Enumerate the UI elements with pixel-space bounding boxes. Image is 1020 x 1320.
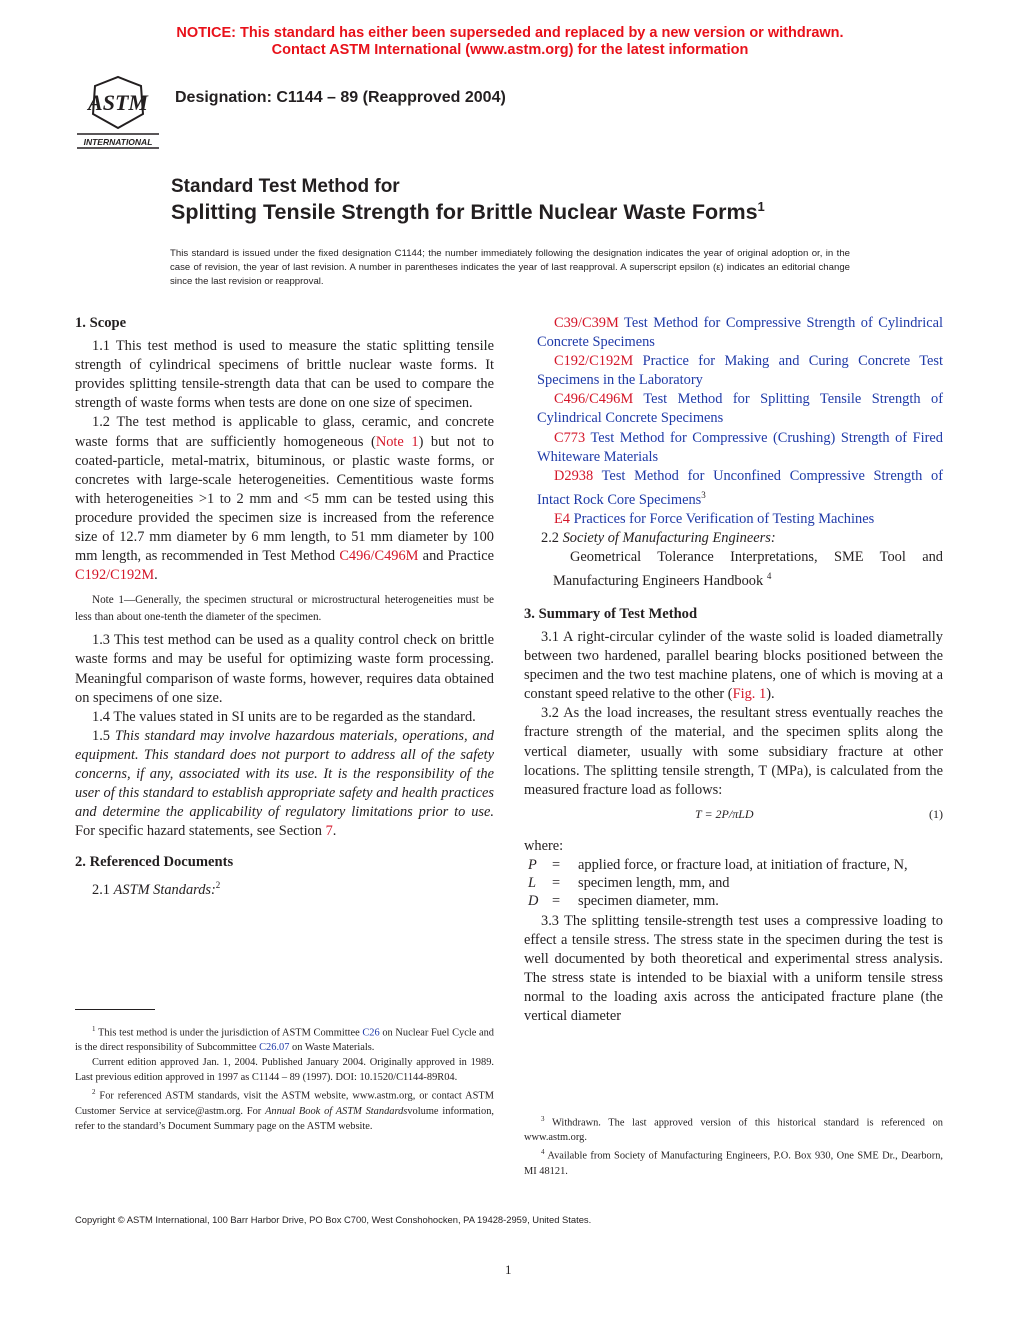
variable-symbol: P	[528, 856, 537, 873]
paragraph-1-5: 1.5 This standard may involve hazardous materials, operations, and equipment. This standard does not purport to address all of the safety concerns, if any, associated with its use. It is the responsibility of the user of this standard to establish appropriate safety and health practices and determine the applicability of regulatory limitations prior to use. For specific hazard statements, see Section 7.	[75, 727, 494, 840]
paragraph-3-3: 3.3 The splitting tensile-strength test uses a compressive loading to effect a tensile stress. The stress state in the specimen during the test is well documented by both theoretical and experimental stress analysis. The stress state is intended to be biaxial with a uniform tensile stress normal to the loading axis across the anticipated fracture plane (the vertical diameter	[524, 912, 943, 1025]
issuance-note: This standard is issued under the fixed designation C1144; the number immediately following the designation indicates the year of original adoption or, in the case of revision, the year of last revision. A number in parentheses indicates the year of last reapproval. A superscript epsilon (ε) indicates an editorial change since the last revision or reapproval.	[170, 248, 850, 287]
paragraph-1-3: 1.3 This test method can be used as a quality control check on brittle waste forms and may be useful for optimizing waste form processing. Meaningful comparison of waste forms, however, requires data obtained on specimens of one size.	[75, 632, 494, 706]
reference-title-link[interactable]: Test Method for Compressive Strength of Cylindrical Concrete Specimens	[537, 315, 943, 351]
reference-code-link[interactable]: C496/C496M	[554, 391, 634, 408]
right-footnotes	[524, 1112, 943, 1179]
reference-item	[524, 467, 943, 510]
title-footnote-mark: 1	[757, 199, 765, 214]
variable-equals: =	[552, 856, 561, 873]
reference-title-link[interactable]: Test Method for Unconfined Compressive Strength of Intact Rock Core Specimens	[537, 467, 944, 508]
paragraph-3-1: 3.1 A right-circular cylinder of the waste solid is loaded diametrally between two hardened, parallel bearing blocks positioned between the specimen and the two test machine platens, one of which is moving at a constant speed relative to the other (Fig. 1).	[524, 629, 943, 703]
variable-description: specimen length, mm, and	[578, 874, 730, 891]
footnote-4: $^4$ Available from Society of Manufacturing Engineers, P.O. Box 930, One SME Dr., Dearborn, MI 48121.	[524, 1148, 943, 1177]
footnote-rule	[75, 1009, 155, 1010]
variable-row	[528, 892, 908, 910]
reference-code-link[interactable]: C39/C39M	[554, 315, 619, 331]
variable-equals: =	[552, 874, 561, 891]
paragraph-2-2: 2.2 Society of Manufacturing Engineers:	[541, 529, 776, 546]
notice-line-1: NOTICE: This standard has either been superseded and replaced by a new version or withdrawn.	[176, 25, 844, 41]
left-column	[75, 314, 494, 900]
notice-line-2: Contact ASTM International (www.astm.org) for the latest information	[271, 42, 749, 58]
note-1-link[interactable]: Note 1	[375, 433, 419, 450]
reference-title-link[interactable]: Practices for Force Verification of Testing Machines	[573, 510, 875, 527]
withdrawal-notice	[0, 25, 1020, 59]
section-heading-scope: 1. Scope	[75, 315, 127, 331]
footnote-3: $^3$ Withdrawn. The last approved version of this historical standard is referenced on www.astm.org.	[524, 1115, 943, 1144]
variable-row	[528, 856, 908, 874]
footnote-1: $^1$ This test method is under the jurisdiction of ASTM Committee C26 on Nuclear Fuel Cycle and is the direct responsibility of Subcommittee C26.07 on Waste Materials.	[75, 1025, 494, 1054]
reference-item	[524, 352, 943, 390]
right-column	[524, 314, 943, 1027]
designation: Designation: C1144 – 89 (Reapproved 2004)	[175, 89, 506, 106]
reference-title-link[interactable]: Test Method for Compressive (Crushing) Strength of Fired Whiteware Materials	[537, 429, 943, 465]
variable-symbol: L	[528, 874, 537, 891]
reference-item	[524, 314, 943, 352]
paragraph-1-1: 1.1 This test method is used to measure the static splitting tensile strength of cylindrical specimens of brittle nuclear waste forms. It provides splitting tensile-strength data that can be used to compare the strength of waste forms when tests are done on one size of specimen.	[75, 338, 494, 412]
note-1: Note 1—Generally, the specimen structural or microstructural heterogeneities must be less than about one-tenth the diameter of the specimen.	[75, 594, 494, 624]
section-heading-summary: 3. Summary of Test Method	[524, 605, 698, 622]
paragraph-3-2: 3.2 As the load increases, the resultant stress eventually reaches the fracture strength of the material, and the specimen splits along the vertical diameter, usually with some subsidiary fracture at other locations. The splitting tensile strength, T (MPa), is calculated from the measured fracture load as follows:	[524, 705, 943, 798]
title-line-1: Standard Test Method for	[171, 176, 400, 197]
variable-row	[528, 874, 908, 892]
referenced-standards-list	[524, 314, 943, 529]
reference-code-link[interactable]: D2938	[554, 467, 594, 484]
variable-description: applied force, or fracture load, at initiation of fracture, N,	[578, 856, 908, 873]
copyright-line: Copyright © ASTM International, 100 Barr Harbor Drive, PO Box C700, West Conshohocken, PA 19428-2959, United States.	[75, 1214, 592, 1225]
reference-item	[524, 510, 943, 529]
footnote-1-edition: Current edition approved Jan. 1, 2004. Published January 2004. Originally approved in 1989. Last previous edition approved in 1997 as C1144 – 89 (1997). DOI: 10.1520/C1144-89R04.	[75, 1057, 494, 1084]
svg-text:INTERNATIONAL: INTERNATIONAL	[83, 137, 153, 147]
paragraph-1-2: 1.2 The test method is applicable to glass, ceramic, and concrete waste forms that are sufficiently homogeneous (Note 1) but not to coated-particle, metal-matrix, bituminous, or plastic waste forms, or concretes with large-scale heterogeneities. Cementitious waste forms with heterogeneities >1 to 2 mm and <5 mm can be tested using this procedure provided the specimen size is increased from the reference size of 12.7 mm diameter by 6 mm length, to 51 mm diameter by 100 mm length, as recommended in Test Method C496/C496M and Practice C192/C192M.	[75, 414, 494, 584]
reference-title-link[interactable]: Test Method for Splitting Tensile Strength of Cylindrical Concrete Specimens	[537, 391, 943, 427]
reference-code-link[interactable]: E4	[554, 510, 570, 527]
equation-1	[524, 805, 943, 825]
reference-code-link[interactable]: C192/C192M	[554, 353, 634, 370]
left-footnotes	[75, 1009, 494, 1134]
reference-item	[524, 429, 943, 467]
where-label: where:	[524, 837, 564, 854]
svg-text:ASTM: ASTM	[88, 90, 148, 115]
footnote-2: $^2$ For referenced ASTM standards, visit the ASTM website, www.astm.org, or contact ASTM Customer Service at service@astm.org. For Annual Book of ASTM Standardsvolume information, refer to the standard’s Document Summary page on the ASTM website.	[75, 1088, 494, 1132]
c496-link[interactable]: C496/C496M	[339, 548, 419, 565]
equation-number: (1)	[929, 806, 943, 821]
paragraph-2-1: 2.1 ASTM Standards:$^2$	[92, 880, 221, 899]
paragraph-1-4: 1.4 The values stated in SI units are to be regarded as the standard.	[92, 708, 476, 725]
c26-07-link[interactable]: C26.07	[259, 1042, 290, 1054]
variable-symbol: D	[528, 892, 539, 909]
sme-reference: Geometrical Tolerance Interpretations, SME Tool and Manufacturing Engineers Handbook $^4$	[553, 548, 943, 589]
variable-equals: =	[552, 892, 561, 909]
reference-footnote-mark: 3	[701, 489, 706, 500]
reference-code-link[interactable]: C773	[554, 429, 586, 446]
section-7-link[interactable]: 7	[325, 823, 333, 840]
reference-item	[524, 390, 943, 428]
c26-link[interactable]: C26	[362, 1027, 380, 1039]
equation-text: T = 2P/πLD	[695, 806, 754, 821]
document-title	[171, 176, 765, 226]
c192-link[interactable]: C192/C192M	[75, 567, 155, 584]
reference-title-link[interactable]: Practice for Making and Curing Concrete Test Specimens in the Laboratory	[537, 353, 943, 389]
page-number: 1	[505, 1262, 512, 1277]
variable-definitions	[528, 856, 908, 910]
variable-description: specimen diameter, mm.	[578, 892, 719, 909]
title-line-2: Splitting Tensile Strength for Brittle Nuclear Waste Forms$^1$	[171, 199, 765, 224]
fig-1-link[interactable]: Fig. 1	[732, 686, 767, 703]
astm-logo-icon	[73, 74, 163, 152]
section-heading-referenced-documents: 2. Referenced Documents	[75, 854, 234, 871]
